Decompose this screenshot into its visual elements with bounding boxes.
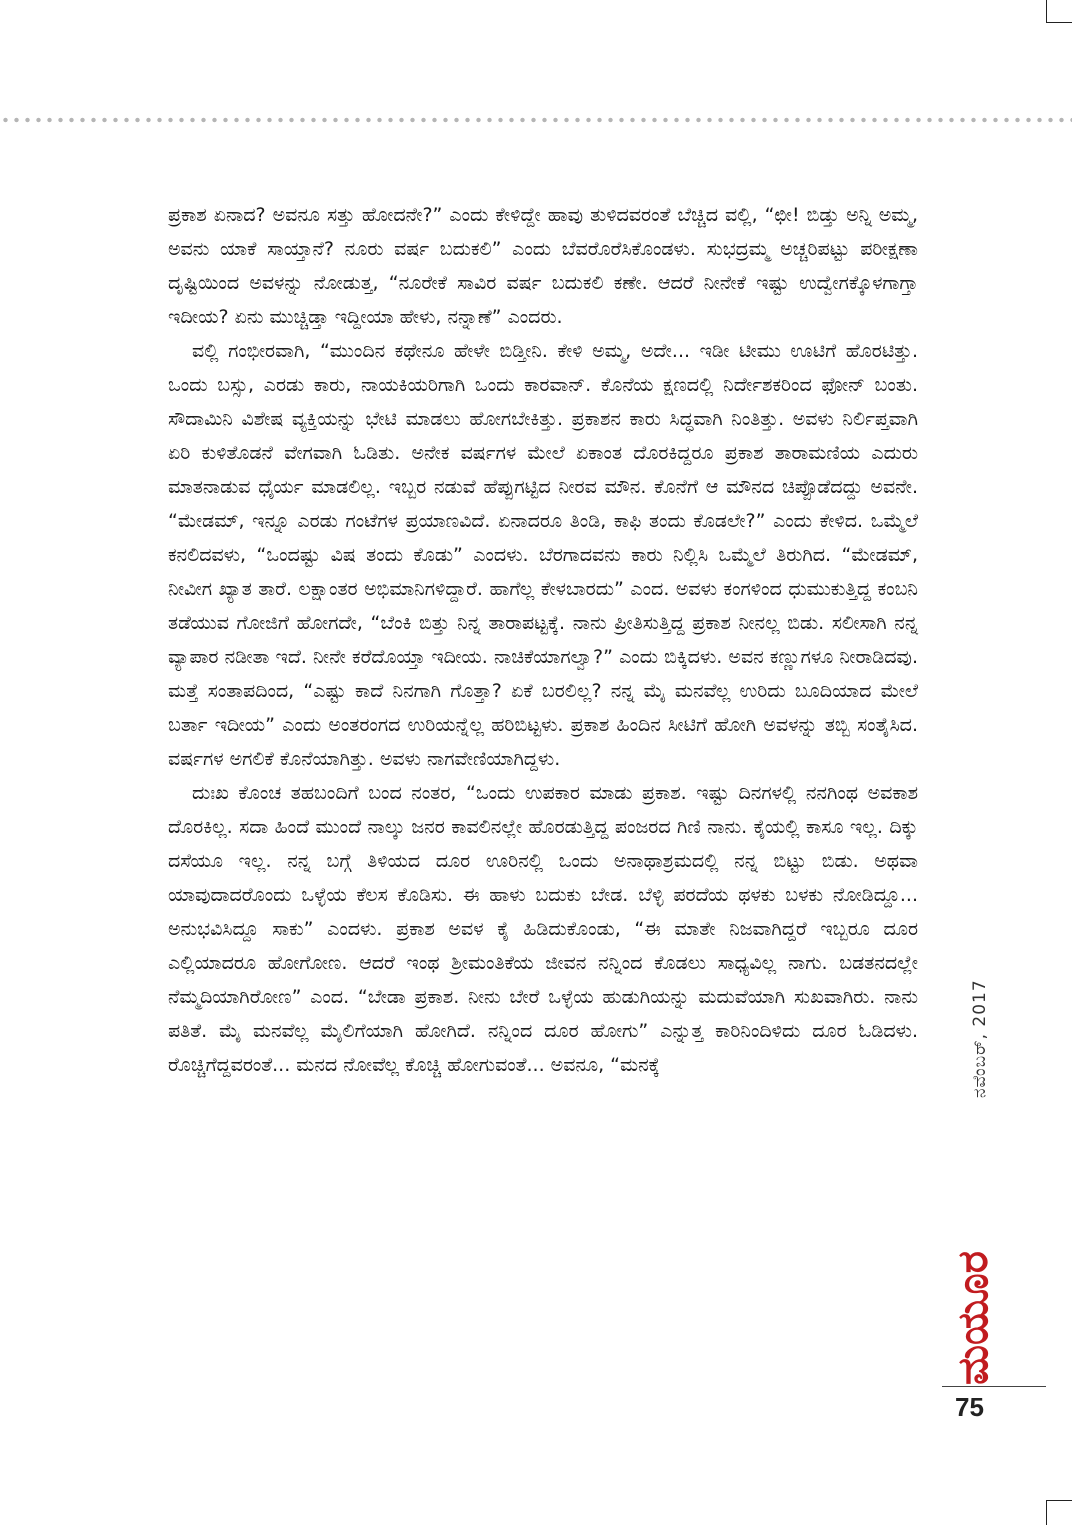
crop-mark-bottom-horizontal <box>1046 1500 1072 1501</box>
issue-date: ನವೆಂಬರ್, 2017 <box>970 979 990 1098</box>
magazine-logo: ಮಯೂರ <box>948 1251 997 1385</box>
paragraph-2: ವಲ್ಲಿ ಗಂಭೀರವಾಗಿ, “ಮುಂದಿನ ಕಥೇನೂ ಹೇಳೇ ಬಿಡ್ತೀನಿ. ಕೇಳಿ ಅಮ್ಮ, ಅದೇ... ಇಡೀ ಟೀಮು ಊಟಿಗೆ ಹೊರಟಿತ್ತು. ಒಂದು ಬಸ್ಸು, ಎರಡು ಕಾರು, ನಾಯಕಿಯರಿಗಾಗಿ ಒಂದು ಕಾರವಾನ್. ಕೊನೆಯ ಕ್ಷಣದಲ್ಲಿ ನಿರ್ದೇಶಕರಿಂದ ಫೋನ್ ಬಂತು. ಸೌದಾಮಿನಿ ವಿಶೇಷ ವ್ಯಕ್ತಿಯನ್ನು ಭೇಟಿ ಮಾಡಲು ಹೋಗಬೇಕಿತ್ತು. ಪ್ರಕಾಶನ ಕಾರು ಸಿದ್ಧವಾಗಿ ನಿಂತಿತ್ತು. ಅವಳು ನಿರ್ಲಿಪ್ತವಾಗಿ ಏರಿ ಕುಳಿತೊಡನೆ ವೇಗವಾಗಿ ಓಡಿತು. ಅನೇಕ ವರ್ಷಗಳ ಮೇಲೆ ಏಕಾಂತ ದೊರಕಿದ್ದರೂ ಪ್ರಕಾಶ ತಾರಾಮಣಿಯ ಎದುರು ಮಾತನಾಡುವ ಧೈರ್ಯ ಮಾಡಲಿಲ್ಲ. ಇಬ್ಬರ ನಡುವೆ ಹೆಪ್ಪುಗಟ್ಟಿದ ನೀರವ ಮೌನ. ಕೊನೆಗೆ ಆ ಮೌನದ ಚಿಪ್ಪೊಡೆದದ್ದು ಅವನೇ. “ಮೇಡಮ್, ಇನ್ನೂ ಎರಡು ಗಂಟೆಗಳ ಪ್ರಯಾಣವಿದೆ. ಏನಾದರೂ ತಿಂಡಿ, ಕಾಫಿ ತಂದು ಕೊಡಲೇ?” ಎಂದು ಕೇಳಿದ. ಒಮ್ಮೆಲೆ ಕನಲಿದವಳು, “ಒಂದಷ್ಟು ವಿಷ ತಂದು ಕೊಡು” ಎಂದಳು. ಬೆರಗಾದವನು ಕಾರು ನಿಲ್ಲಿಸಿ ಒಮ್ಮೆಲೆ ತಿರುಗಿದ. “ಮೇಡಮ್, ನೀವೀಗ ಖ್ಯಾತ ತಾರೆ. ಲಕ್ಷಾಂತರ ಅಭಿಮಾನಿಗಳಿದ್ದಾರೆ. ಹಾಗೆಲ್ಲ ಕೇಳಬಾರದು” ಎಂದ. ಅವಳು ಕಂಗಳಿಂದ ಧುಮುಕುತ್ತಿದ್ದ ಕಂಬನಿ ತಡೆಯುವ ಗೋಜಿಗೆ ಹೋಗದೇ, “ಬೆಂಕಿ ಬಿತ್ತು ನಿನ್ನ ತಾರಾಪಟ್ಟಕ್ಕೆ. ನಾನು ಪ್ರೀತಿಸುತ್ತಿದ್ದ ಪ್ರಕಾಶ ನೀನಲ್ಲ ಬಿಡು. ಸಲೀಸಾಗಿ ನನ್ನ ವ್ಯಾಪಾರ ನಡೀತಾ ಇದೆ. ನೀನೇ ಕರೆದೊಯ್ತಾ ಇದೀಯ. ನಾಚಿಕೆಯಾಗಲ್ವಾ?” ಎಂದು ಬಿಕ್ಕಿದಳು. ಅವನ ಕಣ್ಣುಗಳೂ ನೀರಾಡಿದವು. ಮತ್ತೆ ಸಂತಾಪದಿಂದ, “ಎಷ್ಟು ಕಾದೆ ನಿನಗಾಗಿ ಗೊತ್ತಾ? ಏಕೆ ಬರಲಿಲ್ಲ? ನನ್ನ ಮೈ ಮನವೆಲ್ಲ ಉರಿದು ಬೂದಿಯಾದ ಮೇಲೆ ಬರ್ತಾ ಇದೀಯ” ಎಂದು ಅಂತರಂಗದ ಉರಿಯನ್ನೆಲ್ಲ ಹರಿಬಿಟ್ಟಳು. ಪ್ರಕಾಶ ಹಿಂದಿನ ಸೀಟಿಗೆ ಹೋಗಿ ಅವಳನ್ನು ತಬ್ಬಿ ಸಂತೈಸಿದ. ವರ್ಷಗಳ ಅಗಲಿಕೆ ಕೊನೆಯಾಗಿತ್ತು. ಅವಳು ನಾಗವೇಣಿಯಾಗಿದ್ದಳು. <box>168 340 918 770</box>
crop-mark-top <box>1046 0 1047 22</box>
paragraph-1: ಪ್ರಕಾಶ ಏನಾದ? ಅವನೂ ಸತ್ತು ಹೋದನೇ?” ಎಂದು ಕೇಳಿದ್ದೇ ಹಾವು ತುಳಿದವರಂತೆ ಬೆಚ್ಚಿದ ವಲ್ಲಿ, “ಛೀ! ಬಿಡ್ತು ಅನ್ನಿ ಅಮ್ಮ, ಅವನು ಯಾಕೆ ಸಾಯ್ತಾನೆ? ನೂರು ವರ್ಷ ಬದುಕಲಿ” ಎಂದು ಬೆವರೊರೆಸಿಕೊಂಡಳು. ಸುಭದ್ರಮ್ಮ ಅಚ್ಚರಿಪಟ್ಟು ಪರೀಕ್ಷಣಾ ದೃಷ್ಟಿಯಿಂದ ಅವಳನ್ನು ನೋಡುತ್ತ, “ನೂರೇಕೆ ಸಾವಿರ ವರ್ಷ ಬದುಕಲಿ ಕಣೇ. ಆದರೆ ನೀನೇಕೆ ಇಷ್ಟು ಉದ್ವೇಗಕ್ಕೊಳಗಾಗ್ತಾ ಇದೀಯ? ಏನು ಮುಚ್ಚಿಡ್ತಾ ಇದ್ದೀಯಾ ಹೇಳು, ನನ್ನಾಣೆ” ಎಂದರು. <box>168 204 918 328</box>
crop-mark-top-horizontal <box>1046 22 1072 23</box>
footer-rule <box>942 1386 1046 1387</box>
crop-mark-bottom <box>1046 1500 1047 1525</box>
dotted-divider <box>0 117 1072 123</box>
page-number: 75 <box>955 1392 984 1422</box>
article-body <box>168 198 918 1082</box>
paragraph-3: ದುಃಖ ಕೊಂಚ ತಹಬಂದಿಗೆ ಬಂದ ನಂತರ, “ಒಂದು ಉಪಕಾರ ಮಾಡು ಪ್ರಕಾಶ. ಇಷ್ಟು ದಿನಗಳಲ್ಲಿ ನನಗಿಂಥ ಅವಕಾಶ ದೊರಕಿಲ್ಲ. ಸದಾ ಹಿಂದೆ ಮುಂದೆ ನಾಲ್ಕು ಜನರ ಕಾವಲಿನಲ್ಲೇ ಹೊರಡುತ್ತಿದ್ದ ಪಂಜರದ ಗಿಣಿ ನಾನು. ಕೈಯಲ್ಲಿ ಕಾಸೂ ಇಲ್ಲ. ದಿಕ್ಕು ದಸೆಯೂ ಇಲ್ಲ. ನನ್ನ ಬಗ್ಗೆ ತಿಳಿಯದ ದೂರ ಊರಿನಲ್ಲಿ ಒಂದು ಅನಾಥಾಶ್ರಮದಲ್ಲಿ ನನ್ನ ಬಿಟ್ಟು ಬಿಡು. ಅಥವಾ ಯಾವುದಾದರೊಂದು ಒಳ್ಳೆಯ ಕೆಲಸ ಕೊಡಿಸು. ಈ ಹಾಳು ಬದುಕು ಬೇಡ. ಬೆಳ್ಳಿ ಪರದೆಯ ಥಳಕು ಬಳಕು ನೋಡಿದ್ದೂ... ಅನುಭವಿಸಿದ್ದೂ ಸಾಕು” ಎಂದಳು. ಪ್ರಕಾಶ ಅವಳ ಕೈ ಹಿಡಿದುಕೊಂಡು, “ಈ ಮಾತೇ ನಿಜವಾಗಿದ್ದರೆ ಇಬ್ಬರೂ ದೂರ ಎಲ್ಲಿಯಾದರೂ ಹೋಗೋಣ. ಆದರೆ ಇಂಥ ಶ್ರೀಮಂತಿಕೆಯ ಜೀವನ ನನ್ನಿಂದ ಕೊಡಲು ಸಾಧ್ಯವಿಲ್ಲ ನಾಗು. ಬಡತನದಲ್ಲೇ ನೆಮ್ಮದಿಯಾಗಿರೋಣ” ಎಂದ. “ಬೇಡಾ ಪ್ರಕಾಶ. ನೀನು ಬೇರೆ ಒಳ್ಳೆಯ ಹುಡುಗಿಯನ್ನು ಮದುವೆಯಾಗಿ ಸುಖವಾಗಿರು. ನಾನು ಪತಿತೆ. ಮೈ ಮನವೆಲ್ಲ ಮೈಲಿಗೆಯಾಗಿ ಹೋಗಿದೆ. ನನ್ನಿಂದ ದೂರ ಹೋಗು” ಎನ್ನುತ್ತ ಕಾರಿನಿಂದಿಳಿದು ದೂರ ಓಡಿದಳು. ರೊಚ್ಚಿಗೆದ್ದವರಂತೆ... ಮನದ ನೋವೆಲ್ಲ ಕೊಚ್ಚಿ ಹೋಗುವಂತೆ... ಅವನೂ, “ಮನಕ್ಕೆ <box>168 782 918 1076</box>
